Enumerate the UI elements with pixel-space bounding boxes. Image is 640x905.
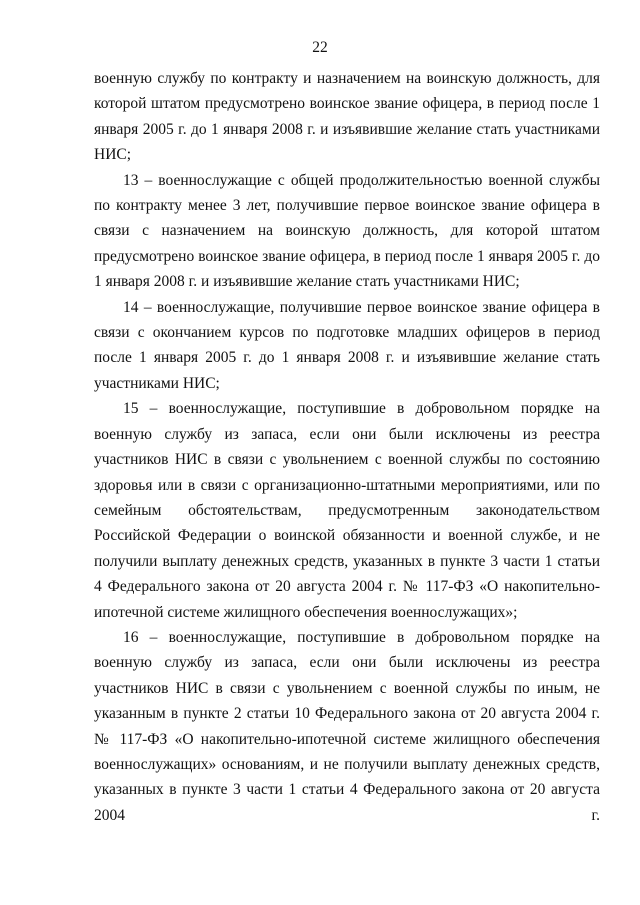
paragraph-item-13: 13 – военнослужащие с общей продолжительностью военной службы по контракту менее 3 лет, получившие первое воинское звание офицера в связи с назначением на воинскую должность, для которой штатом предусмотрено воинское звание офицера, в период после 1 января 2005 г. до 1 января 2008 г. и изъявившие желание стать участниками НИС;	[94, 171, 600, 291]
paragraph-item-14: 14 – военнослужащие, получившие первое воинское звание офицера в связи с окончанием курсов по подготовке младших офицеров в период после 1 января 2005 г. до 1 января 2008 г. и изъявившие желание стать участниками НИС;	[94, 298, 600, 392]
paragraph-item-16: 16 – военнослужащие, поступившие в добровольном порядке на военную службу из запаса, если они были исключены из реестра участников НИС в связи с увольнением с военной службы по иным, не указанным в пункте 2 статьи 10 Федерального закона от 20 августа 2004 г. № 117-ФЗ «О накопительно-ипотечной системе жилищного обеспечения военнослужащих» основаниям, и не получили выплату денежных средств, указанных в пункте 3 части 1 статьи 4 Федерального закона от 20 августа 2004 г.	[94, 628, 600, 824]
document-body	[94, 66, 600, 828]
page-number: 22	[312, 39, 328, 56]
paragraph-item-15: 15 – военнослужащие, поступившие в добровольном порядке на военную службу из запаса, если они были исключены из реестра участников НИС в связи с увольнением с военной службы по состоянию здоровья или в связи с организационно-штатными мероприятиями, или по семейным обстоятельствам, предусмотренным законодательством Российской Федерации о воинской обязанности и военной службе, и не получили выплату денежных средств, указанных в пункте 3 части 1 статьи 4 Федерального закона от 20 августа 2004 г. № 117-ФЗ «О накопительно-ипотечной системе жилищного обеспечения военнослужащих»;	[94, 400, 600, 621]
paragraph-continuation: военную службу по контракту и назначением на воинскую должность, для которой штатом предусмотрено воинское звание офицера, в период после 1 января 2005 г. до 1 января 2008 г. и изъявившие желание стать участниками НИС;	[94, 70, 600, 164]
